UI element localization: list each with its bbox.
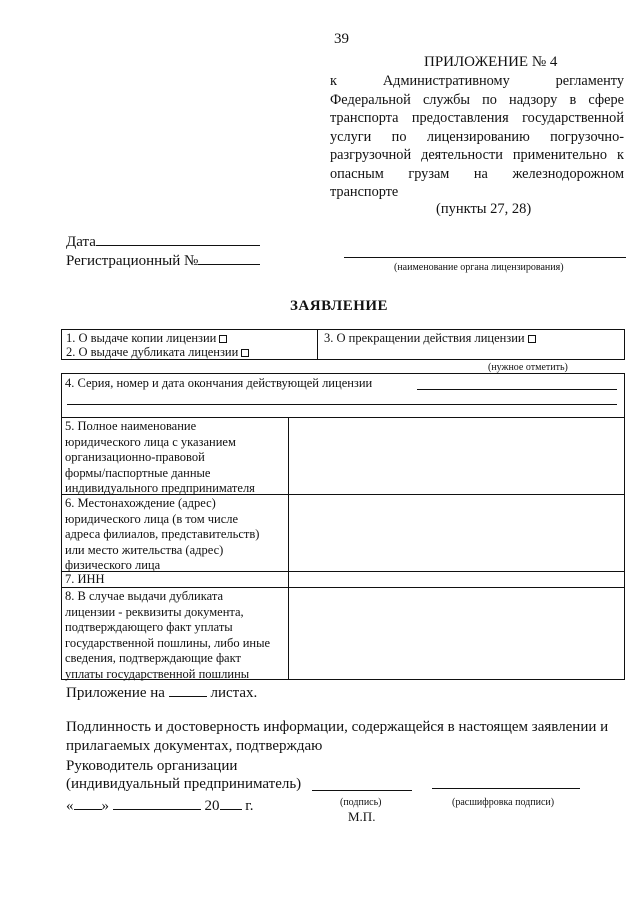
attachment-row [66, 682, 257, 702]
license-field[interactable] [417, 389, 617, 390]
appendix-points: (пункты 27, 28) [436, 201, 532, 217]
label-line: организационно-правовой [65, 450, 205, 464]
appendix-line: транспорте [330, 184, 399, 200]
label-line: формы/паспортные данные [65, 465, 211, 480]
label-line: 7. ИНН [65, 572, 105, 586]
label-line: уплаты государственной пошлины [65, 666, 250, 681]
row-name-label [62, 418, 289, 494]
row-inn [62, 572, 624, 587]
sheets-count-field[interactable] [169, 682, 207, 697]
option-3-label: 3. О прекращении действия лицензии [324, 331, 525, 345]
reg-label: Регистрационный № [66, 253, 199, 269]
label-line: юридического лица с указанием [65, 434, 236, 449]
label-line: лицензии - реквизиты документа, [65, 604, 244, 619]
year-suffix: г. [245, 798, 254, 814]
option-3 [324, 331, 536, 346]
row-address [62, 495, 624, 571]
signature-date-row [66, 795, 253, 815]
appendix-line: услуги по лицензированию погрузочно- [330, 128, 624, 145]
label-line: или место жительства (адрес) [65, 542, 224, 557]
details-table [61, 373, 625, 680]
appendix-line: Федеральной службы по надзору в сфере [330, 91, 624, 108]
appendix-line: транспорта предоставления государственной [330, 110, 624, 126]
label-line: индивидуального предпринимателя [65, 481, 255, 495]
date-field[interactable] [96, 231, 260, 246]
label-line: 6. Местонахождение (адрес) [65, 496, 216, 510]
confirmation-text: Подлинность и достоверность информации, содержащейся в настоящем заявлении и прилагаемых документах, подтверждаю [66, 719, 609, 754]
label-line: 5. Полное наименование [65, 419, 197, 433]
attachment-suffix: листах. [210, 685, 258, 701]
signature-field[interactable] [312, 790, 412, 791]
decode-caption: (расшифровка подписи) [452, 797, 555, 808]
label-line: сведения, подтверждающие факт [65, 651, 241, 665]
document-heading: ЗАЯВЛЕНИЕ [290, 298, 389, 314]
reg-number-field[interactable] [198, 250, 260, 265]
appendix-title: ПРИЛОЖЕНИЕ № 4 [424, 54, 558, 70]
row-license [62, 374, 624, 417]
row-duplicate-label [62, 588, 289, 679]
row-name [62, 418, 624, 494]
signature-decode-field[interactable] [432, 788, 580, 789]
appendix-line: опасным грузам на железнодорожном [330, 165, 624, 182]
label-line: подтверждающего факт уплаты [65, 620, 233, 634]
option-1-checkbox[interactable] [219, 335, 227, 343]
authority-field[interactable] [344, 257, 626, 258]
appendix-text [330, 72, 624, 202]
label-line: адреса филиалов, представительств) [65, 527, 260, 541]
option-2-checkbox[interactable] [241, 349, 249, 357]
date-row [66, 231, 260, 251]
option-1 [66, 331, 313, 345]
option-1-label: 1. О выдаче копии лицензии [66, 331, 217, 345]
page-number: 39 [334, 31, 349, 47]
reg-row [66, 250, 260, 270]
signature-caption: (подпись) [340, 797, 382, 808]
option-3-checkbox[interactable] [528, 335, 536, 343]
options-table [61, 329, 625, 360]
year-prefix: 20 [204, 798, 220, 814]
option-2 [66, 345, 313, 359]
options-left-cell [62, 330, 318, 359]
appendix-line: к Административному регламенту [330, 73, 624, 89]
year-field[interactable] [220, 795, 242, 810]
label-line: 8. В случае выдачи дубликата [65, 589, 224, 603]
day-field[interactable] [74, 795, 102, 810]
row-inn-label [62, 572, 289, 587]
row-license-label: 4. Серия, номер и дата окончания действующей лицензии [65, 376, 373, 390]
month-field[interactable] [113, 795, 201, 810]
stamp-label: М.П. [348, 809, 376, 824]
head-label-sub: (индивидуальный предприниматель) [66, 776, 302, 792]
appendix-line: разгрузочной деятельности применительно к [330, 147, 624, 163]
row-duplicate [62, 588, 624, 679]
mark-caption: (нужное отметить) [488, 362, 568, 373]
license-field-extra[interactable] [67, 404, 617, 405]
label-line: государственной пошлины, либо иные [65, 635, 271, 650]
open-quote: « [66, 798, 74, 814]
attachment-prefix: Приложение на [66, 685, 165, 701]
authority-caption: (наименование органа лицензирования) [394, 262, 564, 273]
close-quote: » [101, 798, 109, 814]
row-address-label [62, 495, 289, 571]
label-line: юридического лица (в том числе [65, 511, 239, 526]
option-2-label: 2. О выдаче дубликата лицензии [66, 345, 239, 359]
head-label: Руководитель организации [66, 758, 238, 774]
date-label: Дата [66, 234, 96, 250]
label-line: физического лица [65, 558, 161, 572]
